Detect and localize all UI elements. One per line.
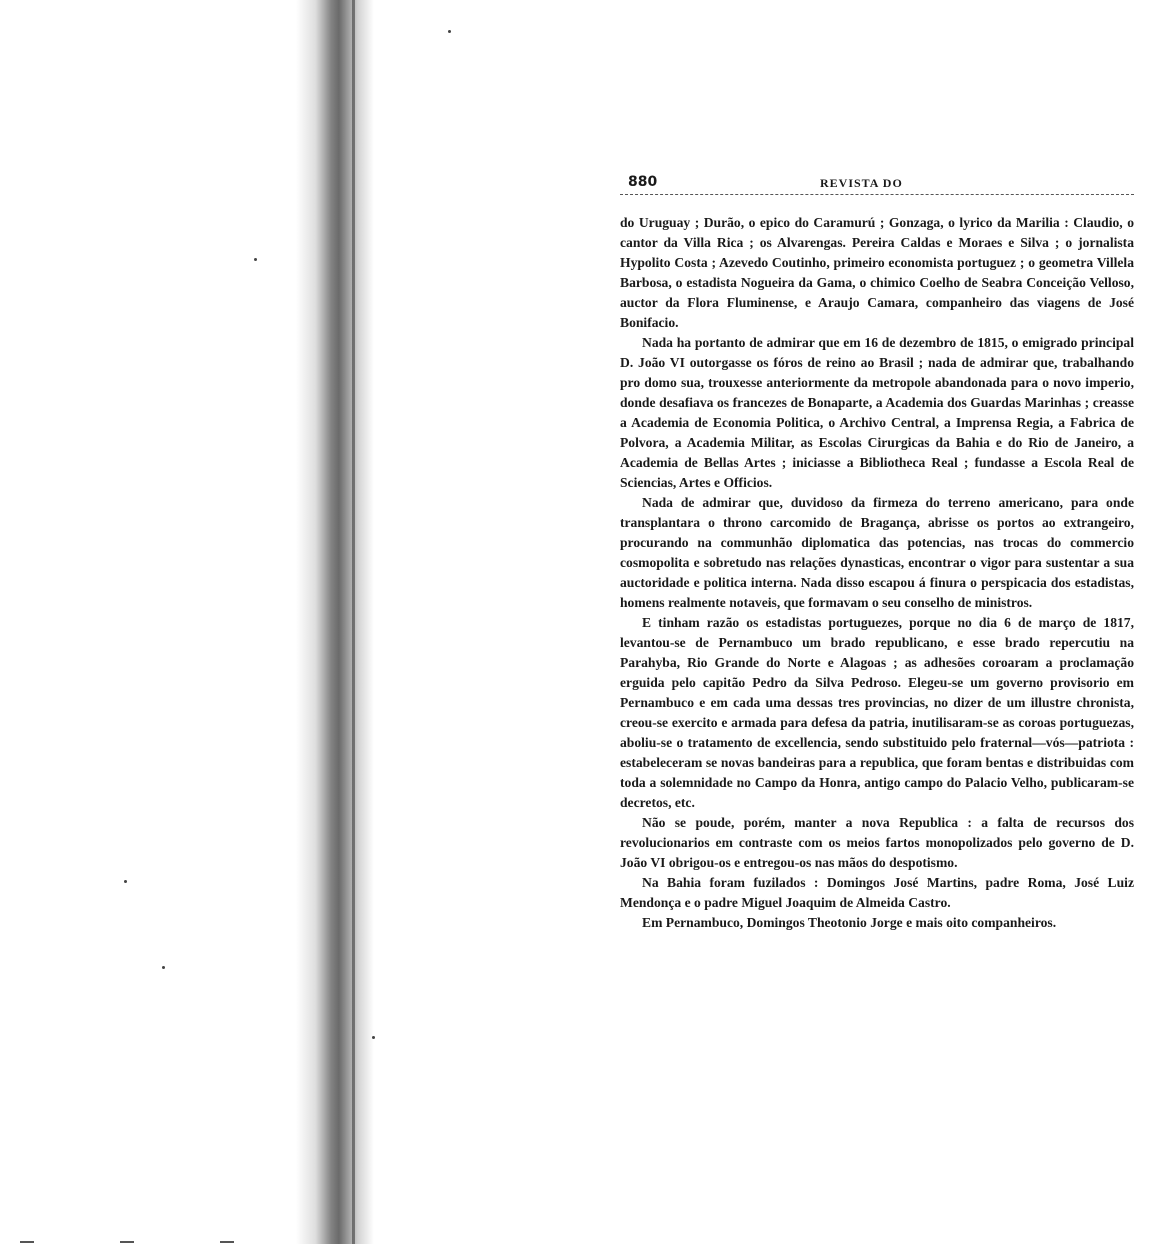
scan-speck [372, 1036, 375, 1039]
running-header [620, 170, 1134, 195]
blank-facing-page [0, 0, 300, 1244]
book-gutter-shadow [296, 0, 374, 1244]
paragraph: E tinham razão os estadistas portuguezes, porque no dia 6 de março de 1817, levantou-se de Pernambuco um brado republicano, e esse brado repercutiu na Parahyba, Rio Grande do Norte e Alagoas ; as adhesões coroaram a proclamação erguida pelo capitão Pedro da Silva Pedroso. Elegeu-se um governo provisorio em Pernambuco e em cada uma dessas tres provincias, no dizer de um illustre chronista, creou-se exercito e armada para defesa da patria, inutilisaram-se as coroas portuguezas, aboliu-se o tratamento de excellencia, sendo substituido pelo fraternal—vós—patriota : estabeleceram se novas bandeiras para a republica, que foram bentas e distribuidas com toda a solemnidade no Campo da Honra, antigo campo do Palacio Velho, publicaram-se decretos, etc. [620, 615, 1134, 810]
scan-speck [124, 880, 127, 883]
journal-title: REVISTA DO [820, 176, 903, 190]
paragraph: do Uruguay ; Durão, o epico do Caramurú ; Gonzaga, o lyrico da Marilia : Claudio, o cantor da Villa Rica ; os Alvarengas. Pereira Caldas e Moraes e Silva ; o jornalista Hypolito Costa ; Azevedo Coutinho, primeiro economista portuguez ; o geometra Villela Barbosa, o estadista Nogueira da Gama, o chimico Coelho de Seabra Conceição Velloso, auctor da Flora Fluminense, e Araujo Camara, companheiro das viagens de José Bonifacio. [620, 215, 1134, 330]
scan-edge-mark [120, 1241, 134, 1243]
paragraph: Em Pernambuco, Domingos Theotonio Jorge e mais oito companheiros. [642, 915, 1057, 930]
scan-edge-mark [220, 1241, 234, 1243]
paragraph: Não se poude, porém, manter a nova Republica : a falta de recursos dos revolucionarios em contraste com os meios fartos monopolizados pelo governo de D. João VI obrigou-os e entregou-os nas mãos do despotismo. [620, 815, 1134, 870]
paragraph: Na Bahia foram fuzilados : Domingos José Martins, padre Roma, José Luiz Mendonça e o padre Miguel Joaquim de Almeida Castro. [620, 875, 1134, 910]
article-body [620, 213, 1134, 933]
printed-page [620, 170, 1134, 933]
scan-speck [162, 966, 165, 969]
scan-speck [254, 258, 257, 261]
page-number: 880 [628, 174, 658, 190]
paragraph: Nada ha portanto de admirar que em 16 de dezembro de 1815, o emigrado principal D. João VI outorgasse os fóros de reino ao Brasil ; nada de admirar que, trabalhando pro domo sua, trouxesse anteriormente da metropole abandonada para o novo imperio, donde desafiava os francezes de Bonaparte, a Academia dos Guardas Marinhas ; creasse a Academia de Economia Politica, o Archivo Central, a Imprensa Regia, a Fabrica de Polvora, a Academia Militar, as Escolas Cirurgicas da Bahia e do Rio de Janeiro, a Academia de Bellas Artes ; iniciasse a Bibliotheca Real ; fundasse a Escola Real de Sciencias, Artes e Officios. [620, 335, 1134, 490]
scan-edge-mark [20, 1241, 34, 1243]
paragraph: Nada de admirar que, duvidoso da firmeza do terreno americano, para onde transplantara o throno carcomido de Bragança, abrisse os portos ao extrangeiro, procurando na communhão diplomatica das potencias, nas trocas do commercio cosmopolita e sobretudo nas relações dynasticas, encontrar o vigor para sustentar a sua auctoridade e politica interna. Nada disso escapou á finura o perspicacia dos estadistas, homens realmente notaveis, que formavam o seu conselho de ministros. [620, 495, 1134, 610]
scan-speck [448, 30, 451, 33]
gutter-edge-line [352, 0, 355, 1244]
